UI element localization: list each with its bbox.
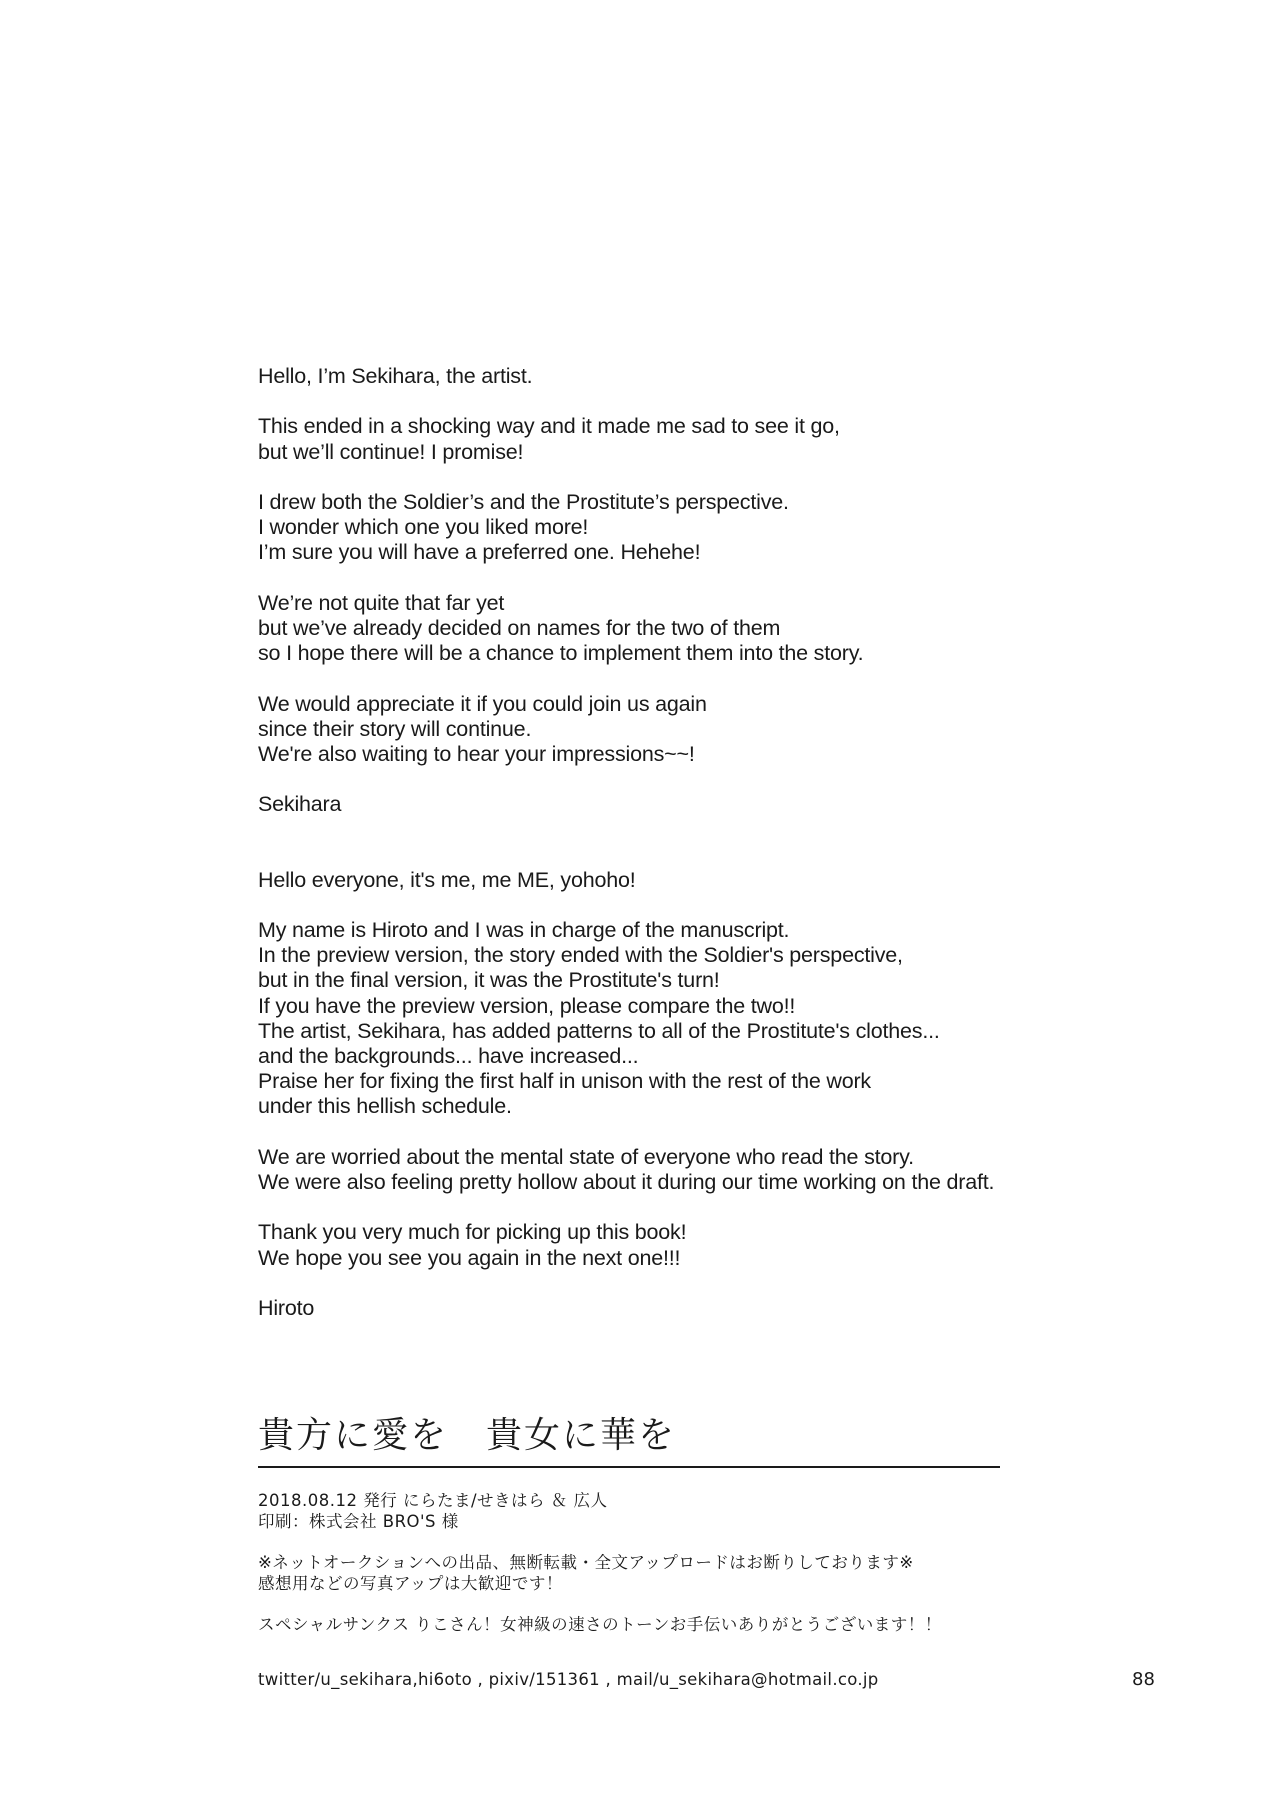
sekihara-greeting [258,364,1078,389]
text-line: We are worried about the mental state of everyone who read the story. [258,1144,914,1169]
contact-links: twitter/u_sekihara,hi6oto , pixiv/151361 , mail/u_sekihara@hotmail.co.jp [258,1670,879,1689]
page-number: 88 [1132,1669,1155,1690]
text-line: I’m sure you will have a preferred one. Hehehe! [258,540,701,565]
title-divider [258,1466,1000,1468]
hiroto-paragraph-3 [258,1220,1078,1270]
notice [258,1552,1158,1594]
sekihara-note [258,364,1078,818]
text-line: but in the final version, it was the Prostitute's turn! [258,968,720,993]
sekihara-paragraph-2 [258,490,1078,566]
text-line: My name is Hiroto and I was in charge of the manuscript. [258,917,790,942]
text-line: If you have the preview version, please compare the two!! [258,993,796,1018]
afterword-text [258,364,1078,1346]
text-line: In the preview version, the story ended with the Soldier's perspective, [258,943,903,968]
signature-text: Sekihara [258,792,342,817]
hiroto-paragraph-2 [258,1145,1078,1195]
text-line: We would appreciate it if you could join us again [258,691,707,716]
text-line: Praise her for fixing the first half in unison with the rest of the work [258,1069,871,1094]
text-line: so I hope there will be a chance to implement them into the story. [258,641,864,666]
hiroto-note [258,868,1078,1322]
text-line: Hello, I’m Sekihara, the artist. [258,364,533,388]
text-line: but we’ll continue! I promise! [258,439,524,464]
text-line: We were also feeling pretty hollow about it during our time working on the draft. [258,1169,995,1194]
text-line: and the backgrounds... have increased... [258,1043,639,1068]
special-thanks [258,1614,1158,1635]
notice-line: ※ネットオークションへの出品、無断転載・全文アップロードはお断りしております※ [258,1553,914,1572]
book-title: 貴方に愛を 貴女に華を [258,1415,677,1456]
thanks-line: スペシャルサンクス りこさん！女神級の速さのトーンお手伝いありがとうございます！！ [258,1615,942,1634]
publish-line: 2018.08.12 発行 にらたま/せきはら ＆ 広人 [258,1491,608,1510]
text-line: Thank you very much for picking up this book! [258,1220,687,1245]
notice-line: 感想用などの写真アップは大歓迎です！ [258,1574,563,1593]
sekihara-paragraph-1 [258,414,1078,464]
print-line: 印刷：株式会社 BRO'S 様 [258,1512,459,1531]
text-line: We hope you see you again in the next one!!! [258,1245,681,1270]
sekihara-paragraph-4 [258,692,1078,768]
text-line: This ended in a shocking way and it made me sad to see it go, [258,414,840,439]
sekihara-paragraph-3 [258,591,1078,667]
text-line: Hello everyone, it's me, me ME, yohoho! [258,867,636,892]
text-line: We’re not quite that far yet [258,590,505,615]
text-line: We're also waiting to hear your impressions~~! [258,741,695,766]
hiroto-greeting [258,868,1078,893]
colophon [258,1412,1158,1655]
text-line: since their story will continue. [258,716,532,741]
text-line: The artist, Sekihara, has added patterns to all of the Prostitute's clothes... [258,1018,940,1043]
colophon-details [258,1490,1158,1635]
publication-info [258,1490,1158,1532]
text-line: under this hellish schedule. [258,1094,512,1119]
signature-text: Hiroto [258,1295,315,1320]
sekihara-signature [258,792,1078,817]
text-line: I drew both the Soldier’s and the Prostitute’s perspective. [258,489,789,514]
hiroto-signature [258,1296,1078,1321]
hiroto-paragraph-1 [258,918,1078,1120]
text-line: but we’ve already decided on names for the two of them [258,615,781,640]
text-line: I wonder which one you liked more! [258,515,589,540]
